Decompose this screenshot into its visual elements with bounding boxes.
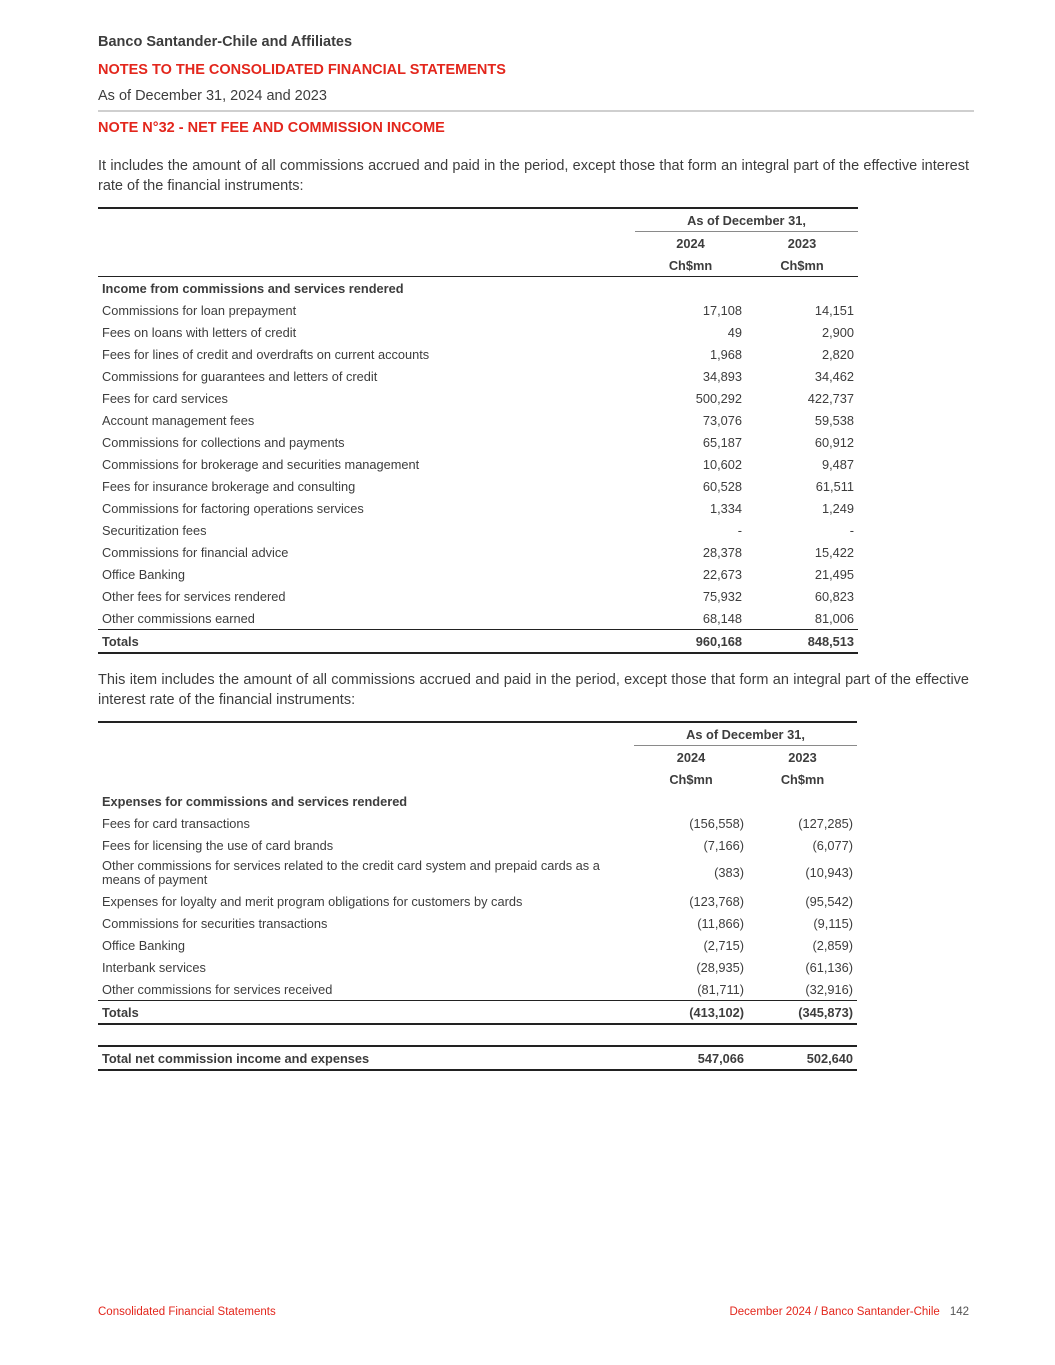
table-row: [98, 365, 858, 387]
value-2023: (345,873): [748, 1001, 857, 1025]
row-label: Office Banking: [102, 937, 185, 953]
unit-header-2024: Ch$mn: [635, 254, 746, 277]
row-label: Commissions for collections and payments: [102, 434, 345, 450]
value-2024: 73,076: [702, 412, 742, 428]
as-of-date: As of December 31, 2024 and 2023: [98, 88, 327, 104]
table-row: [98, 453, 858, 475]
value-2023: 422,737: [807, 390, 854, 406]
row-label: Fees for insurance brokerage and consulting: [102, 478, 356, 494]
value-2024: 1,968: [709, 346, 742, 362]
value-2023: -: [849, 522, 854, 538]
value-2024: 28,378: [702, 544, 742, 560]
value-2023: 502,640: [748, 1046, 857, 1070]
row-label: Account management fees: [102, 412, 255, 428]
table-row: [98, 299, 858, 321]
row-label: Other fees for services rendered: [102, 588, 286, 604]
value-2023: (10,943): [805, 865, 853, 880]
table-row: [98, 519, 858, 541]
table-row: [98, 912, 857, 934]
header-divider: [98, 110, 974, 112]
year-header-2023: 2023: [787, 235, 817, 251]
value-2023: (6,077): [812, 837, 853, 853]
row-label: Securitization fees: [102, 522, 207, 538]
value-2023: (32,916): [748, 978, 857, 1001]
table-row: [98, 475, 858, 497]
value-2024: (413,102): [634, 1001, 748, 1025]
unit-header-2023: Ch$mn: [746, 254, 858, 277]
row-label: Fees for lines of credit and overdrafts on current accounts: [102, 346, 430, 362]
table-row: [98, 956, 857, 978]
table-row: [98, 431, 858, 453]
row-label: Commissions for brokerage and securities management: [102, 456, 420, 472]
footer-right: [729, 1306, 969, 1318]
value-2024: 500,292: [695, 390, 742, 406]
value-2023: 34,462: [814, 368, 854, 384]
value-2024: 75,932: [702, 588, 742, 604]
value-2023: 81,006: [746, 607, 858, 630]
value-2023: 9,487: [821, 456, 854, 472]
table-row: [98, 812, 857, 834]
value-2024: (81,711): [634, 978, 748, 1001]
row-label: Fees for card services: [102, 390, 228, 406]
value-2023: 1,249: [821, 500, 854, 516]
table-row: [98, 541, 858, 563]
value-2024: (28,935): [696, 959, 744, 975]
row-label: Expenses for loyalty and merit program obligations for customers by cards: [102, 893, 523, 909]
value-2024: (7,166): [703, 837, 744, 853]
row-label: Commissions for securities transactions: [102, 915, 328, 931]
section-title: Expenses for commissions and services rendered: [102, 793, 408, 809]
notes-title: NOTES TO THE CONSOLIDATED FINANCIAL STATEMENTS: [98, 62, 506, 78]
value-2024: 17,108: [702, 302, 742, 318]
value-2023: (95,542): [805, 893, 853, 909]
value-2023: 60,912: [814, 434, 854, 450]
row-label: Other commissions for services received: [98, 978, 634, 1001]
value-2024: 34,893: [702, 368, 742, 384]
value-2024: (11,866): [697, 915, 744, 931]
value-2024: (156,558): [689, 815, 744, 831]
value-2023: (9,115): [813, 915, 853, 931]
table-row: [98, 321, 858, 343]
value-2024: 960,168: [635, 630, 746, 654]
value-2023: 61,511: [815, 478, 854, 494]
row-label: Commissions for guarantees and letters of credit: [102, 368, 378, 384]
value-2024: 547,066: [634, 1046, 748, 1070]
year-header-2023: 2023: [788, 749, 817, 765]
row-label: Fees on loans with letters of credit: [102, 324, 297, 340]
table-row: [98, 890, 857, 912]
row-label: Office Banking: [102, 566, 185, 582]
company-name: Banco Santander-Chile and Affiliates: [98, 34, 353, 50]
value-2023: (2,859): [812, 937, 853, 953]
header-spacer: [98, 208, 635, 232]
footer-left: Consolidated Financial Statements: [98, 1306, 276, 1318]
note-title: NOTE N°32 - NET FEE AND COMMISSION INCOME: [98, 120, 445, 136]
value-2023: 21,495: [814, 566, 854, 582]
row-label: Total net commission income and expenses: [98, 1046, 634, 1070]
table-row: [98, 630, 858, 654]
table-row: [98, 563, 858, 585]
section-title: Income from commissions and services rendered: [102, 280, 404, 296]
row-label: Commissions for factoring operations services: [102, 500, 364, 516]
row-label: Fees for licensing the use of card brands: [102, 837, 334, 853]
table-row: [98, 409, 858, 431]
row-label: Commissions for loan prepayment: [102, 302, 297, 318]
row-label: Other commissions for services related to the credit card system and prepaid cards as a means of payment: [102, 858, 600, 887]
intro-paragraph-income: It includes the amount of all commissions accrued and paid in the period, except those that form an integral part of the effective interest rate of the financial instruments:: [98, 158, 969, 194]
table-row: [98, 934, 857, 956]
row-label: Fees for card transactions: [102, 815, 250, 831]
value-2024: (2,715): [703, 937, 744, 953]
table-row: [98, 607, 858, 630]
value-2024: 49: [727, 324, 742, 340]
value-2023: (61,136): [805, 959, 853, 975]
table-row: [98, 387, 858, 409]
value-2024: 22,673: [702, 566, 742, 582]
income-table: [98, 207, 858, 654]
value-2024: -: [737, 522, 742, 538]
value-2023: 2,820: [821, 346, 854, 362]
table-row: [98, 856, 857, 890]
value-2024: (383): [714, 865, 744, 880]
row-label: Commissions for financial advice: [102, 544, 289, 560]
page-number: 142: [949, 1306, 969, 1318]
table-row: [98, 343, 858, 365]
row-label: Totals: [98, 630, 635, 654]
value-2024: 60,528: [702, 478, 742, 494]
value-2024: 68,148: [635, 607, 746, 630]
row-label: Other commissions earned: [98, 607, 635, 630]
row-label: Interbank services: [102, 959, 206, 975]
value-2023: 14,151: [814, 302, 854, 318]
value-2024: 10,602: [702, 456, 742, 472]
table-row: [98, 585, 858, 607]
intro-paragraph-expenses: This item includes the amount of all commissions accrued and paid in the period, except those that form an integral part of the effective interest rate of the financial instruments:: [98, 672, 969, 708]
value-2024: 65,187: [702, 434, 742, 450]
unit-header-2023: Ch$mn: [780, 771, 825, 787]
column-group-header: As of December 31,: [634, 722, 857, 746]
value-2023: 2,900: [821, 324, 854, 340]
footer-report-name: December 2024 / Banco Santander-Chile: [729, 1306, 940, 1318]
value-2024: 1,334: [709, 500, 742, 516]
year-header-2024: 2024: [676, 235, 705, 251]
column-group-header: As of December 31,: [635, 208, 858, 232]
value-2024: (123,768): [689, 893, 744, 909]
table-row: [98, 1001, 857, 1025]
table-row: [98, 1046, 857, 1070]
expenses-table: [98, 721, 857, 1071]
unit-header-2024: Ch$mn: [669, 771, 713, 787]
value-2023: 60,823: [814, 588, 854, 604]
value-2023: 59,538: [814, 412, 854, 428]
value-2023: 848,513: [746, 630, 858, 654]
table-row: [98, 834, 857, 856]
year-header-2024: 2024: [676, 749, 706, 765]
value-2023: (127,285): [798, 815, 853, 831]
spacer-row: [98, 1024, 857, 1046]
value-2023: 15,422: [814, 544, 854, 560]
table-row: [98, 978, 857, 1001]
table-row: [98, 497, 858, 519]
row-label: Totals: [98, 1001, 634, 1025]
